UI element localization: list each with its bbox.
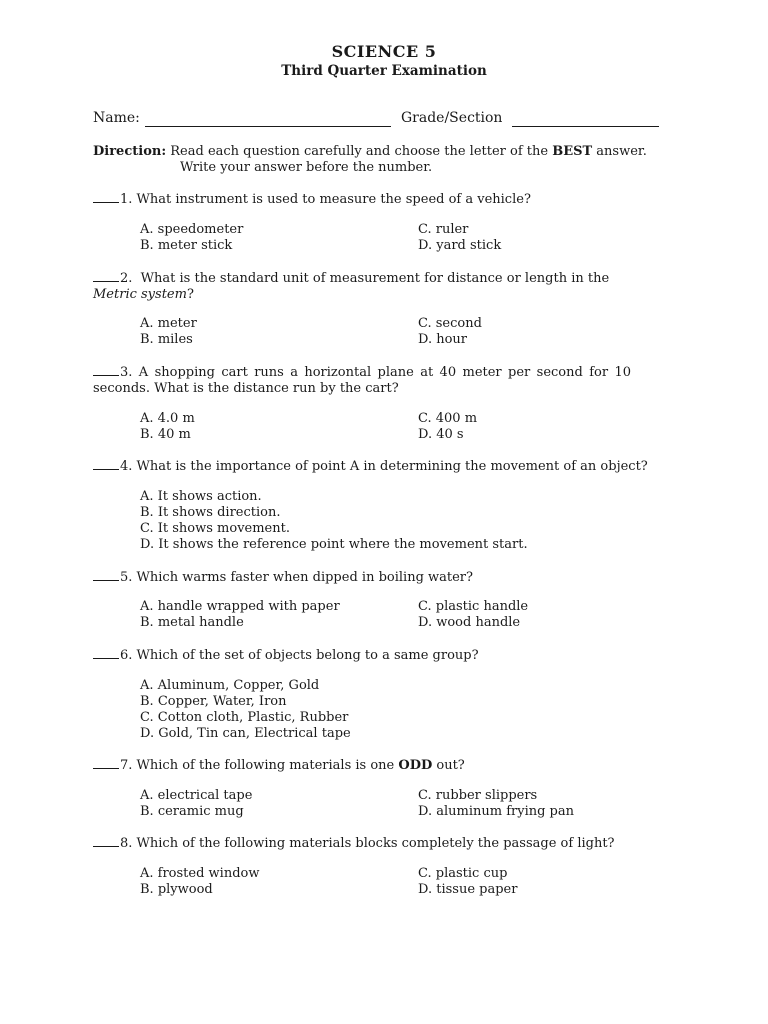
option-d: D. yard stick xyxy=(418,238,502,253)
question-number: 1. xyxy=(120,192,133,207)
option-a: A. speedometer xyxy=(140,222,244,237)
option-d: D. 40 s xyxy=(418,427,464,442)
grade-section-label: Grade/Section xyxy=(401,110,503,126)
option-c: C. 400 m xyxy=(418,411,478,426)
option-c: C. rubber slippers xyxy=(418,788,538,803)
question-4 xyxy=(93,457,673,475)
question-emphasis: ODD xyxy=(398,758,433,773)
exam-subtitle: Third Quarter Examination xyxy=(281,63,487,79)
option-a: A. electrical tape xyxy=(140,788,253,803)
question-text: What is the standard unit of measurement for distance or length in the xyxy=(132,271,610,286)
option-c: C. Cotton cloth, Plastic, Rubber xyxy=(140,710,349,725)
direction-emphasis: BEST xyxy=(552,144,593,159)
option-b: B. It shows direction. xyxy=(140,505,281,520)
question-text: Which of the set of objects belong to a same group? xyxy=(132,648,479,663)
option-d: D. hour xyxy=(418,332,468,347)
answer-blank[interactable] xyxy=(93,363,119,376)
grade-section-blank-line[interactable] xyxy=(512,126,659,127)
option-d: D. wood handle xyxy=(418,615,521,630)
question-text-end: ? xyxy=(186,287,194,302)
question-7 xyxy=(93,756,673,774)
question-8 xyxy=(93,834,673,852)
student-fields xyxy=(93,110,663,130)
option-a: A. meter xyxy=(140,316,197,331)
name-blank-line[interactable] xyxy=(145,126,391,127)
option-b: B. 40 m xyxy=(140,427,191,442)
option-a: A. 4.0 m xyxy=(140,411,195,426)
question-text: Which of the following materials blocks completely the passage of light? xyxy=(132,836,615,851)
question-6 xyxy=(93,646,673,664)
option-b: B. meter stick xyxy=(140,238,233,253)
direction-text-2: answer. xyxy=(592,144,647,159)
question-number: 4. xyxy=(120,459,133,474)
question-text: Which of the following materials is one xyxy=(132,758,399,773)
answer-blank[interactable] xyxy=(93,646,119,659)
answer-blank[interactable] xyxy=(93,756,119,769)
question-5 xyxy=(93,568,673,586)
question-3 xyxy=(93,363,631,397)
question-text: What is the importance of point A in determining the movement of an object? xyxy=(132,459,648,474)
directions xyxy=(93,144,693,176)
direction-label: Direction: xyxy=(93,144,167,159)
option-a: A. frosted window xyxy=(140,866,260,881)
option-c: C. plastic cup xyxy=(418,866,508,881)
answer-blank[interactable] xyxy=(93,568,119,581)
option-b: B. miles xyxy=(140,332,193,347)
question-text: What instrument is used to measure the speed of a vehicle? xyxy=(132,192,531,207)
option-a: A. It shows action. xyxy=(140,489,262,504)
option-a: A. Aluminum, Copper, Gold xyxy=(140,678,320,693)
question-number: 7. xyxy=(120,758,133,773)
option-d: D. tissue paper xyxy=(418,882,518,897)
answer-blank[interactable] xyxy=(93,269,119,282)
option-d: D. aluminum frying pan xyxy=(418,804,574,819)
question-text-end: out? xyxy=(432,758,465,773)
question-number: 3. xyxy=(120,365,133,380)
direction-line-2: Write your answer before the number. xyxy=(180,160,433,175)
question-number: 2. xyxy=(120,271,133,286)
direction-text-1: Read each question carefully and choose the letter of the xyxy=(166,144,553,159)
option-c: C. plastic handle xyxy=(418,599,529,614)
option-c: C. It shows movement. xyxy=(140,521,290,536)
option-b: B. plywood xyxy=(140,882,213,897)
option-c: C. second xyxy=(418,316,482,331)
answer-blank[interactable] xyxy=(93,834,119,847)
option-a: A. handle wrapped with paper xyxy=(140,599,340,614)
answer-blank[interactable] xyxy=(93,457,119,470)
name-label: Name: xyxy=(93,110,140,126)
exam-title: SCIENCE 5 xyxy=(331,42,437,61)
option-d: D. It shows the reference point where the movement start. xyxy=(140,537,528,552)
question-number: 6. xyxy=(120,648,133,663)
question-number: 5. xyxy=(120,570,133,585)
option-d: D. Gold, Tin can, Electrical tape xyxy=(140,726,351,741)
option-b: B. ceramic mug xyxy=(140,804,244,819)
option-b: B. metal handle xyxy=(140,615,244,630)
question-text: A shopping cart runs a horizontal plane at 40 meter per second for 10 seconds. What is the distance run by the cart? xyxy=(93,365,631,396)
question-number: 8. xyxy=(120,836,133,851)
question-2 xyxy=(93,269,673,303)
question-1 xyxy=(93,190,673,208)
option-b: B. Copper, Water, Iron xyxy=(140,694,287,709)
option-c: C. ruler xyxy=(418,222,469,237)
answer-blank[interactable] xyxy=(93,190,119,203)
question-text-italic: Metric system xyxy=(93,287,187,302)
question-text: Which warms faster when dipped in boiling water? xyxy=(132,570,473,585)
